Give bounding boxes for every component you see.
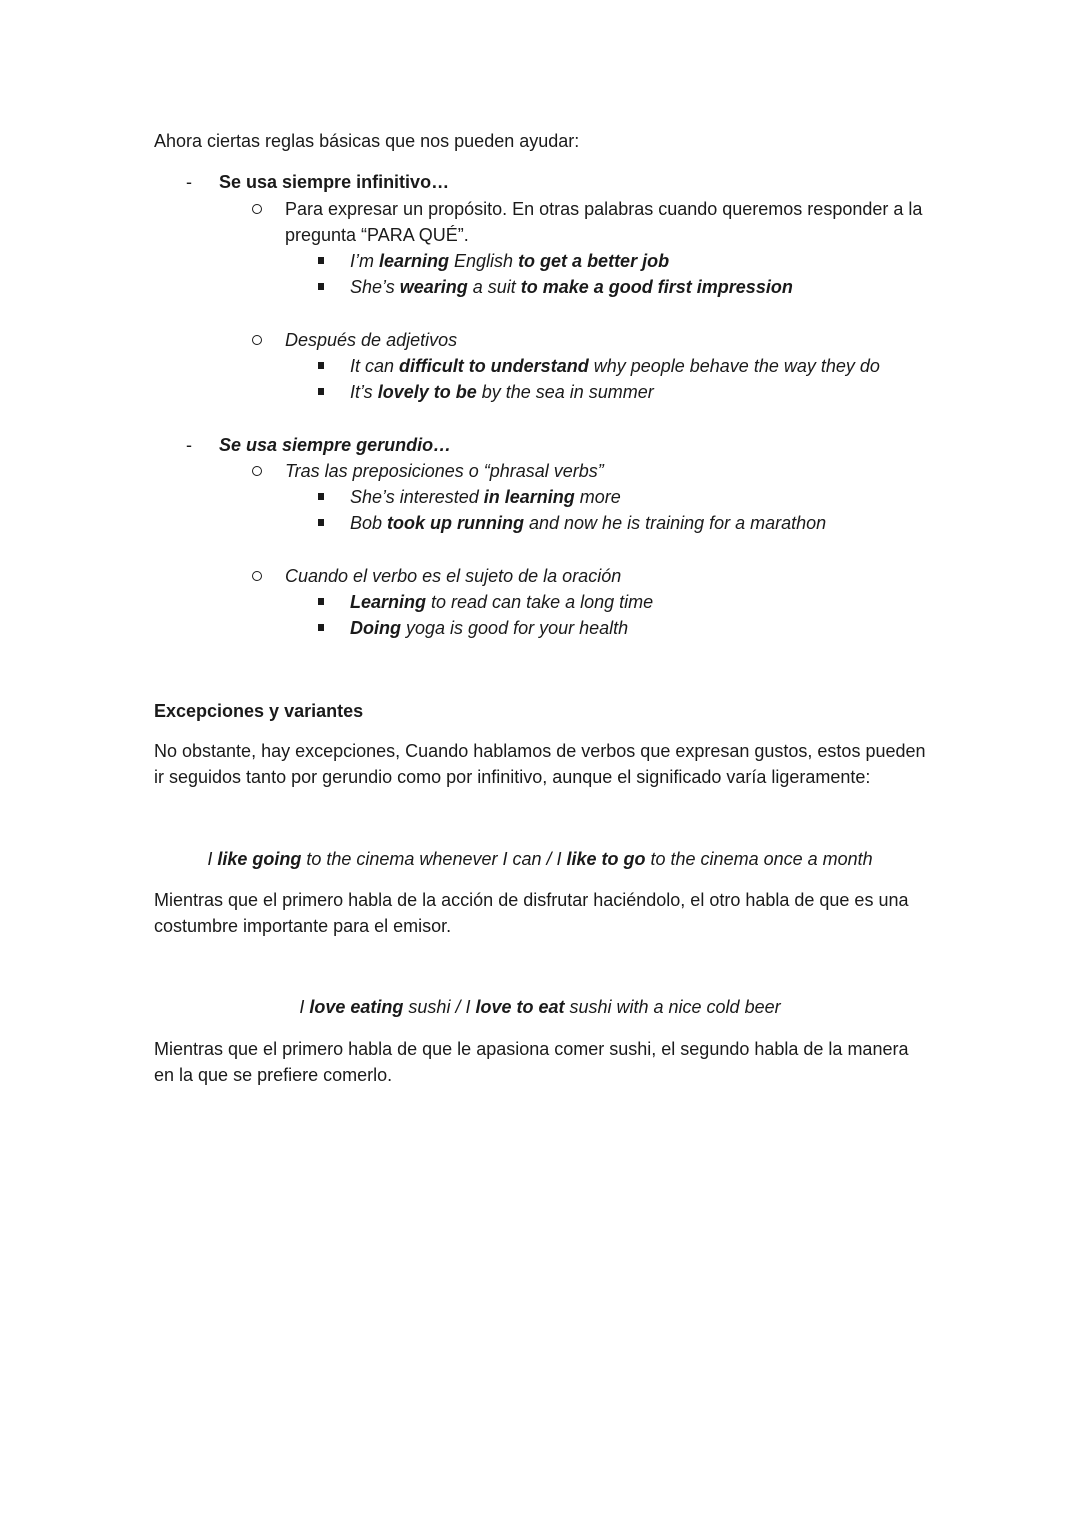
example-bold: like going xyxy=(217,849,302,869)
prepositions-example-2 xyxy=(350,510,826,536)
exceptions-paragraph-line-1: No obstante, hay excepciones, Cuando hablamos de verbos que expresan gustos, estos pueden xyxy=(154,741,926,761)
adjectives-example-1 xyxy=(350,353,880,379)
example-text: and now he is training for a marathon xyxy=(524,513,827,533)
example-bold: difficult to understand xyxy=(399,356,589,376)
purpose-line-1: Para expresar un propósito. En otras palabras cuando queremos responder a la xyxy=(285,199,923,219)
exception-example-2 xyxy=(0,994,1080,1020)
example-bold: Doing xyxy=(350,618,401,638)
example-text: to the cinema whenever I can / I xyxy=(301,849,567,869)
example-bold: Learning xyxy=(350,592,427,612)
example-bold: to make a good first impression xyxy=(520,277,793,297)
example-text: a suit xyxy=(467,277,521,297)
example-bold: learning xyxy=(379,251,450,271)
example-text: English xyxy=(449,251,519,271)
example-text: Bob xyxy=(350,513,388,533)
example-text: It can xyxy=(350,356,400,376)
example-text: I xyxy=(299,997,310,1017)
subject-example-2 xyxy=(350,615,628,641)
subject-example-1 xyxy=(350,589,653,615)
square-bullet xyxy=(318,624,324,631)
square-bullet xyxy=(318,388,324,395)
example-bold: lovely to be xyxy=(377,382,477,402)
exception-example-1 xyxy=(0,846,1080,872)
subject-label: Cuando el verbo es el sujeto de la oración xyxy=(285,566,622,586)
explanation-2-line-2: en la que se prefiere comerlo. xyxy=(154,1065,393,1085)
explanation-2-line-1: Mientras que el primero habla de que le apasiona comer sushi, el segundo habla de la manera xyxy=(154,1039,909,1059)
circle-bullet xyxy=(252,204,262,214)
purpose-line-2: pregunta “PARA QUÉ”. xyxy=(285,225,469,245)
example-text: She’s xyxy=(350,277,400,297)
example-text: more xyxy=(574,487,621,507)
square-bullet xyxy=(318,283,324,290)
example-text: by the sea in summer xyxy=(476,382,654,402)
example-text: to the cinema once a month xyxy=(645,849,873,869)
example-text: yoga is good for your health xyxy=(401,618,629,638)
purpose-example-1 xyxy=(350,248,669,274)
dash-bullet: - xyxy=(186,172,192,192)
example-text: sushi / I xyxy=(403,997,476,1017)
example-text: why people behave the way they do xyxy=(588,356,880,376)
circle-bullet xyxy=(252,571,262,581)
example-text: to read can take a long time xyxy=(426,592,654,612)
infinitive-heading: Se usa siempre infinitivo… xyxy=(219,172,450,192)
circle-bullet xyxy=(252,335,262,345)
square-bullet xyxy=(318,519,324,526)
dash-bullet: - xyxy=(186,435,192,455)
prepositions-label: Tras las preposiciones o “phrasal verbs” xyxy=(285,461,604,481)
square-bullet xyxy=(318,493,324,500)
intro-text: Ahora ciertas reglas básicas que nos pueden ayudar: xyxy=(154,131,580,151)
exceptions-paragraph-line-2: ir seguidos tanto por gerundio como por infinitivo, aunque el significado varía ligeramente: xyxy=(154,767,871,787)
example-text: sushi with a nice cold beer xyxy=(564,997,781,1017)
square-bullet xyxy=(318,257,324,264)
example-text: I xyxy=(207,849,218,869)
example-bold: in learning xyxy=(483,487,575,507)
prepositions-example-1 xyxy=(350,484,621,510)
example-bold: love eating xyxy=(309,997,404,1017)
square-bullet xyxy=(318,362,324,369)
explanation-1-line-1: Mientras que el primero habla de la acción de disfrutar haciéndolo, el otro habla de que es una xyxy=(154,890,909,910)
example-text: She’s interested xyxy=(350,487,484,507)
example-bold: wearing xyxy=(399,277,468,297)
example-bold: took up running xyxy=(387,513,524,533)
circle-bullet xyxy=(252,466,262,476)
explanation-1-line-2: costumbre importante para el emisor. xyxy=(154,916,452,936)
adjectives-example-2 xyxy=(350,379,654,405)
example-bold: like to go xyxy=(566,849,646,869)
gerund-heading: Se usa siempre gerundio… xyxy=(219,435,452,455)
adjectives-label: Después de adjetivos xyxy=(285,330,458,350)
example-bold: love to eat xyxy=(475,997,565,1017)
exceptions-heading: Excepciones y variantes xyxy=(154,701,364,721)
purpose-example-2 xyxy=(350,274,793,300)
square-bullet xyxy=(318,598,324,605)
example-bold: to get a better job xyxy=(518,251,670,271)
example-text: I’m xyxy=(350,251,379,271)
example-text: It’s xyxy=(350,382,378,402)
